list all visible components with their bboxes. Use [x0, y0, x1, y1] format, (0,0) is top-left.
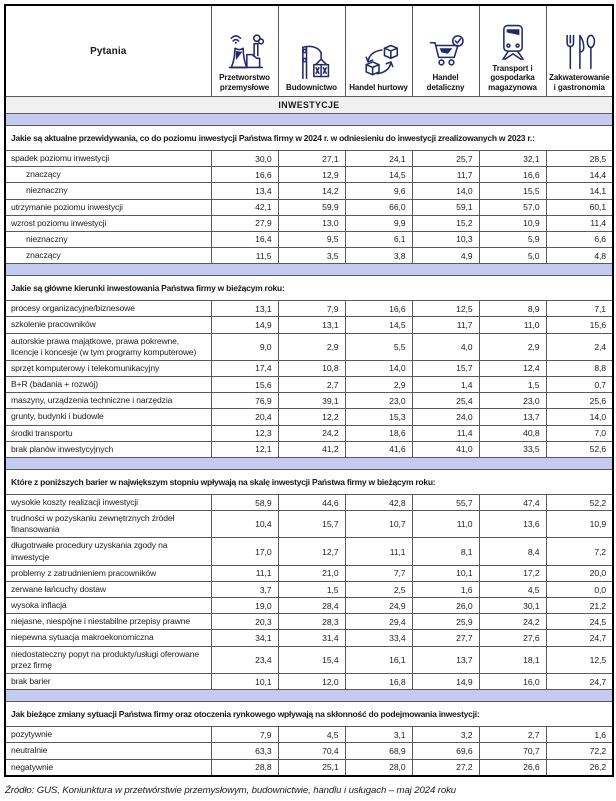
value-cell: 13,4: [211, 183, 278, 199]
value-cell: 3,2: [412, 727, 479, 743]
value-cell: 27,2: [412, 759, 479, 776]
value-cell: 19,0: [211, 598, 278, 614]
value-cell: 9,5: [278, 231, 345, 247]
value-cell: 27,1: [278, 151, 345, 167]
row-label: autorskie prawa majątkowe, prawa pokrewne, licencje i koncesje (w tym programy komputerowe): [5, 333, 211, 360]
value-cell: 26,2: [546, 759, 613, 776]
value-cell: 17,4: [211, 360, 278, 376]
value-cell: 31,4: [278, 630, 345, 646]
value-cell: 24,7: [546, 630, 613, 646]
value-cell: 23,4: [211, 646, 278, 673]
value-cell: 7,9: [278, 301, 345, 317]
value-cell: 24,2: [278, 425, 345, 441]
value-cell: 59,9: [278, 199, 345, 215]
value-cell: 15,6: [546, 317, 613, 333]
value-cell: 13,0: [278, 215, 345, 231]
value-cell: 26,6: [479, 759, 546, 776]
value-cell: 24,9: [345, 598, 412, 614]
cart-icon: [424, 30, 468, 72]
value-cell: 7,1: [546, 301, 613, 317]
value-cell: 7,9: [211, 727, 278, 743]
investments-table: [4, 4, 614, 777]
table-row: [5, 425, 613, 441]
row-label: wysokie koszty realizacji inwestycji: [5, 494, 211, 510]
value-cell: 2,9: [479, 333, 546, 360]
question-title: Jak bieżące zmiany sytuacji Państwa firmy oraz otoczenia rynkowego wpływają na skłonność do podejmowania inwestycji:: [5, 702, 613, 727]
row-label: nieznaczny: [5, 183, 211, 199]
table-row: [5, 614, 613, 630]
value-cell: 15,6: [211, 377, 278, 393]
row-label: sprzęt komputerowy i telekomunikacyjny: [5, 360, 211, 376]
table-row: [5, 494, 613, 510]
value-cell: 11,4: [412, 425, 479, 441]
value-cell: 15,5: [479, 183, 546, 199]
cutlery-icon: [557, 30, 601, 72]
question-title: Jakie są główne kierunki inwestowania Państwa firmy w bieżącym roku:: [5, 276, 613, 301]
value-cell: 7,7: [345, 565, 412, 581]
value-cell: 1,4: [412, 377, 479, 393]
value-cell: 16,6: [345, 301, 412, 317]
table-row: [5, 581, 613, 597]
value-cell: 10,1: [211, 673, 278, 689]
value-cell: 12,7: [278, 538, 345, 565]
value-cell: 52,2: [546, 494, 613, 510]
sector-header-retail: [412, 5, 479, 97]
value-cell: 14,0: [546, 409, 613, 425]
sector-label-transport: Transport i gospodarka magazynowa: [488, 63, 537, 92]
value-cell: 6,1: [345, 231, 412, 247]
row-label: pozytywnie: [5, 727, 211, 743]
value-cell: 10,8: [278, 360, 345, 376]
value-cell: 44,6: [278, 494, 345, 510]
sector-label-retail: Handel detaliczny: [426, 73, 465, 92]
value-cell: 28,0: [345, 759, 412, 776]
value-cell: 14,9: [211, 317, 278, 333]
row-label: niepewna sytuacja makroekonomiczna: [5, 630, 211, 646]
value-cell: 2,7: [479, 727, 546, 743]
value-cell: 27,9: [211, 215, 278, 231]
value-cell: 13,7: [412, 646, 479, 673]
value-cell: 12,1: [211, 441, 278, 457]
value-cell: 60,1: [546, 199, 613, 215]
value-cell: 42,1: [211, 199, 278, 215]
value-cell: 10,3: [412, 231, 479, 247]
value-cell: 21,0: [278, 565, 345, 581]
section-divider-bar-fill: [5, 690, 613, 702]
section-divider-bar-fill: [5, 457, 613, 469]
value-cell: 1,6: [412, 581, 479, 597]
question-title-row: [5, 702, 613, 727]
table-row: [5, 360, 613, 376]
value-cell: 66,0: [345, 199, 412, 215]
table-row: [5, 565, 613, 581]
value-cell: 1,5: [479, 377, 546, 393]
sector-label-accommodation: Zakwaterowanie i gastronomia: [549, 73, 610, 92]
value-cell: 9,6: [345, 183, 412, 199]
value-cell: 32,1: [479, 151, 546, 167]
value-cell: 16,8: [345, 673, 412, 689]
value-cell: 1,5: [278, 581, 345, 597]
value-cell: 15,7: [278, 511, 345, 538]
value-cell: 24,2: [479, 614, 546, 630]
row-label: znaczący: [5, 167, 211, 183]
row-label: wzrost poziomu inwestycji: [5, 215, 211, 231]
questions-column-header: Pytania: [5, 5, 211, 97]
row-label: szkolenie pracowników: [5, 317, 211, 333]
table-row: [5, 409, 613, 425]
value-cell: 0,0: [546, 581, 613, 597]
value-cell: 23,0: [345, 393, 412, 409]
value-cell: 13,6: [479, 511, 546, 538]
table-row: [5, 727, 613, 743]
value-cell: 27,7: [412, 630, 479, 646]
value-cell: 10,9: [546, 511, 613, 538]
row-label: znaczący: [5, 248, 211, 264]
value-cell: 69,6: [412, 743, 479, 759]
table-row: [5, 630, 613, 646]
question-title-row: [5, 276, 613, 301]
crane-icon: [290, 40, 334, 82]
section-divider-bar-fill: [5, 114, 613, 126]
value-cell: 11,7: [412, 167, 479, 183]
section-divider-bar: [5, 690, 613, 702]
sector-header-manufacturing: [211, 5, 278, 97]
value-cell: 2,7: [278, 377, 345, 393]
value-cell: 2,9: [278, 333, 345, 360]
row-label: maszyny, urządzenia techniczne i narzędzia: [5, 393, 211, 409]
value-cell: 33,5: [479, 441, 546, 457]
value-cell: 15,2: [412, 215, 479, 231]
row-label: negatywnie: [5, 759, 211, 776]
value-cell: 1,6: [546, 727, 613, 743]
sector-label-manufacturing: Przetworstwo przemysłowe: [219, 73, 270, 92]
question-title: Jakie są aktualne przewidywania, co do poziomu inwestycji Państwa firmy w 2024 r. w odniesieniu do inwestycji zrealizowanych w 2023 r.:: [5, 126, 613, 151]
value-cell: 11,1: [211, 565, 278, 581]
value-cell: 5,0: [479, 248, 546, 264]
section-divider-bar: [5, 457, 613, 469]
row-label: grunty, budynki i budowle: [5, 409, 211, 425]
table-row: [5, 333, 613, 360]
value-cell: 14,2: [278, 183, 345, 199]
value-cell: 28,5: [546, 151, 613, 167]
table-row: [5, 538, 613, 565]
value-cell: 26,0: [412, 598, 479, 614]
value-cell: 2,5: [345, 581, 412, 597]
value-cell: 25,4: [412, 393, 479, 409]
value-cell: 2,4: [546, 333, 613, 360]
value-cell: 4,0: [412, 333, 479, 360]
table-row: [5, 393, 613, 409]
value-cell: 4,9: [412, 248, 479, 264]
value-cell: 24,1: [345, 151, 412, 167]
row-label: neutralnie: [5, 743, 211, 759]
value-cell: 70,7: [479, 743, 546, 759]
value-cell: 7,0: [546, 425, 613, 441]
value-cell: 76,9: [211, 393, 278, 409]
value-cell: 12,0: [278, 673, 345, 689]
section-divider-bar: [5, 114, 613, 126]
row-label: wysoka inflacja: [5, 598, 211, 614]
table-row: [5, 646, 613, 673]
value-cell: 24,5: [546, 614, 613, 630]
value-cell: 27,6: [479, 630, 546, 646]
value-cell: 13,1: [211, 301, 278, 317]
value-cell: 16,6: [479, 167, 546, 183]
row-label: niedostateczny popyt na produkty/usługi oferowane przez firmę: [5, 646, 211, 673]
table-row: [5, 759, 613, 776]
boxes-icon: [357, 40, 401, 82]
table-row: [5, 183, 613, 199]
value-cell: 4,8: [546, 248, 613, 264]
value-cell: 33,4: [345, 630, 412, 646]
value-cell: 14,4: [546, 167, 613, 183]
value-cell: 15,3: [345, 409, 412, 425]
value-cell: 11,1: [345, 538, 412, 565]
value-cell: 16,1: [345, 646, 412, 673]
value-cell: 23,0: [479, 393, 546, 409]
value-cell: 12,9: [278, 167, 345, 183]
value-cell: 24,0: [412, 409, 479, 425]
value-cell: 72,2: [546, 743, 613, 759]
table-row: [5, 301, 613, 317]
value-cell: 29,4: [345, 614, 412, 630]
source-note: Źródło: GUS, Koniunktura w przetwórstwie przemysłowym, budownictwie, handlu i usługach – maj 2024 roku: [5, 784, 457, 796]
value-cell: 68,9: [345, 743, 412, 759]
value-cell: 14,9: [412, 673, 479, 689]
section-divider-bar: [5, 264, 613, 276]
row-label: spadek poziomu inwestycji: [5, 151, 211, 167]
value-cell: 20,0: [546, 565, 613, 581]
table-row: [5, 511, 613, 538]
train-icon: [491, 21, 535, 63]
value-cell: 3,7: [211, 581, 278, 597]
value-cell: 14,0: [412, 183, 479, 199]
value-cell: 12,4: [479, 360, 546, 376]
value-cell: 15,7: [412, 360, 479, 376]
value-cell: 17,0: [211, 538, 278, 565]
value-cell: 40,8: [479, 425, 546, 441]
sector-label-construction: Budownictwo: [286, 82, 337, 92]
value-cell: 13,1: [278, 317, 345, 333]
value-cell: 39,1: [278, 393, 345, 409]
value-cell: 14,5: [345, 317, 412, 333]
value-cell: 41,6: [345, 441, 412, 457]
row-label: środki transportu: [5, 425, 211, 441]
question-title: Które z poniższych barier w największym stopniu wpływają na skalę inwestycji Państwa firmy w bieżącym roku:: [5, 469, 613, 494]
question-title-row: [5, 126, 613, 151]
table-row: [5, 151, 613, 167]
value-cell: 2,9: [345, 377, 412, 393]
table-row: [5, 215, 613, 231]
value-cell: 41,2: [278, 441, 345, 457]
table-row: [5, 598, 613, 614]
row-label: długotrwałe procedury uzyskania zgody na inwestycje: [5, 538, 211, 565]
value-cell: 11,0: [412, 511, 479, 538]
row-label: problemy z zatrudnieniem pracowników: [5, 565, 211, 581]
value-cell: 10,1: [412, 565, 479, 581]
value-cell: 12,5: [546, 646, 613, 673]
value-cell: 10,9: [479, 215, 546, 231]
value-cell: 16,0: [479, 673, 546, 689]
value-cell: 58,9: [211, 494, 278, 510]
value-cell: 47,4: [479, 494, 546, 510]
row-label: B+R (badania + rozwój): [5, 377, 211, 393]
value-cell: 25,9: [412, 614, 479, 630]
table-row: [5, 377, 613, 393]
value-cell: 8,9: [479, 301, 546, 317]
header-row: [5, 5, 613, 97]
row-label: utrzymanie poziomu inwestycji: [5, 199, 211, 215]
value-cell: 18,1: [479, 646, 546, 673]
value-cell: 10,7: [345, 511, 412, 538]
value-cell: 57,0: [479, 199, 546, 215]
section-divider-bar-fill: [5, 264, 613, 276]
row-label: brak barier: [5, 673, 211, 689]
value-cell: 5,9: [479, 231, 546, 247]
value-cell: 15,4: [278, 646, 345, 673]
value-cell: 25,1: [278, 759, 345, 776]
value-cell: 14,1: [546, 183, 613, 199]
row-label: trudności w pozyskaniu zewnętrznych źródeł finansowania: [5, 511, 211, 538]
value-cell: 8,4: [479, 538, 546, 565]
value-cell: 11,4: [546, 215, 613, 231]
sector-label-wholesale: Handel hurtowy: [349, 82, 408, 92]
value-cell: 42,8: [345, 494, 412, 510]
value-cell: 28,8: [211, 759, 278, 776]
value-cell: 14,0: [345, 360, 412, 376]
value-cell: 4,5: [479, 581, 546, 597]
row-label: nieznaczny: [5, 231, 211, 247]
value-cell: 0,7: [546, 377, 613, 393]
value-cell: 12,5: [412, 301, 479, 317]
section-header-row: [5, 97, 613, 114]
factory-icon: [223, 30, 267, 72]
value-cell: 24,7: [546, 673, 613, 689]
value-cell: 25,6: [546, 393, 613, 409]
value-cell: 3,8: [345, 248, 412, 264]
sector-header-construction: [278, 5, 345, 97]
table-row: [5, 673, 613, 689]
table-row: [5, 167, 613, 183]
value-cell: 28,3: [278, 614, 345, 630]
table-row: [5, 199, 613, 215]
value-cell: 28,4: [278, 598, 345, 614]
table-row: [5, 231, 613, 247]
value-cell: 11,5: [211, 248, 278, 264]
table-row: [5, 441, 613, 457]
value-cell: 20,3: [211, 614, 278, 630]
table-row: [5, 317, 613, 333]
value-cell: 55,7: [412, 494, 479, 510]
value-cell: 10,4: [211, 511, 278, 538]
value-cell: 30,0: [211, 151, 278, 167]
value-cell: 17,2: [479, 565, 546, 581]
value-cell: 9,9: [345, 215, 412, 231]
value-cell: 16,4: [211, 231, 278, 247]
value-cell: 30,1: [479, 598, 546, 614]
table-row: [5, 743, 613, 759]
value-cell: 11,0: [479, 317, 546, 333]
value-cell: 20,4: [211, 409, 278, 425]
value-cell: 25,7: [412, 151, 479, 167]
row-label: procesy organizacyjne/biznesowe: [5, 301, 211, 317]
value-cell: 16,6: [211, 167, 278, 183]
value-cell: 11,7: [412, 317, 479, 333]
value-cell: 34,1: [211, 630, 278, 646]
value-cell: 7,2: [546, 538, 613, 565]
section-title: INWESTYCJE: [5, 97, 613, 114]
value-cell: 14,5: [345, 167, 412, 183]
row-label: niejasne, niespójne i niestabilne przepisy prawne: [5, 614, 211, 630]
value-cell: 5,5: [345, 333, 412, 360]
row-label: zerwane łańcuchy dostaw: [5, 581, 211, 597]
value-cell: 63,3: [211, 743, 278, 759]
value-cell: 6,6: [546, 231, 613, 247]
value-cell: 59,1: [412, 199, 479, 215]
value-cell: 8,8: [546, 360, 613, 376]
value-cell: 52,6: [546, 441, 613, 457]
value-cell: 8,1: [412, 538, 479, 565]
value-cell: 18,6: [345, 425, 412, 441]
value-cell: 3,1: [345, 727, 412, 743]
table-row: [5, 248, 613, 264]
value-cell: 41,0: [412, 441, 479, 457]
question-title-row: [5, 469, 613, 494]
value-cell: 9,0: [211, 333, 278, 360]
value-cell: 3,5: [278, 248, 345, 264]
value-cell: 70,4: [278, 743, 345, 759]
value-cell: 12,3: [211, 425, 278, 441]
sector-header-transport: [479, 5, 546, 97]
value-cell: 12,2: [278, 409, 345, 425]
row-label: brak planów inwestycyjnych: [5, 441, 211, 457]
value-cell: 13,7: [479, 409, 546, 425]
sector-header-wholesale: [345, 5, 412, 97]
sector-header-accommodation: [546, 5, 613, 97]
value-cell: 21,2: [546, 598, 613, 614]
value-cell: 4,5: [278, 727, 345, 743]
